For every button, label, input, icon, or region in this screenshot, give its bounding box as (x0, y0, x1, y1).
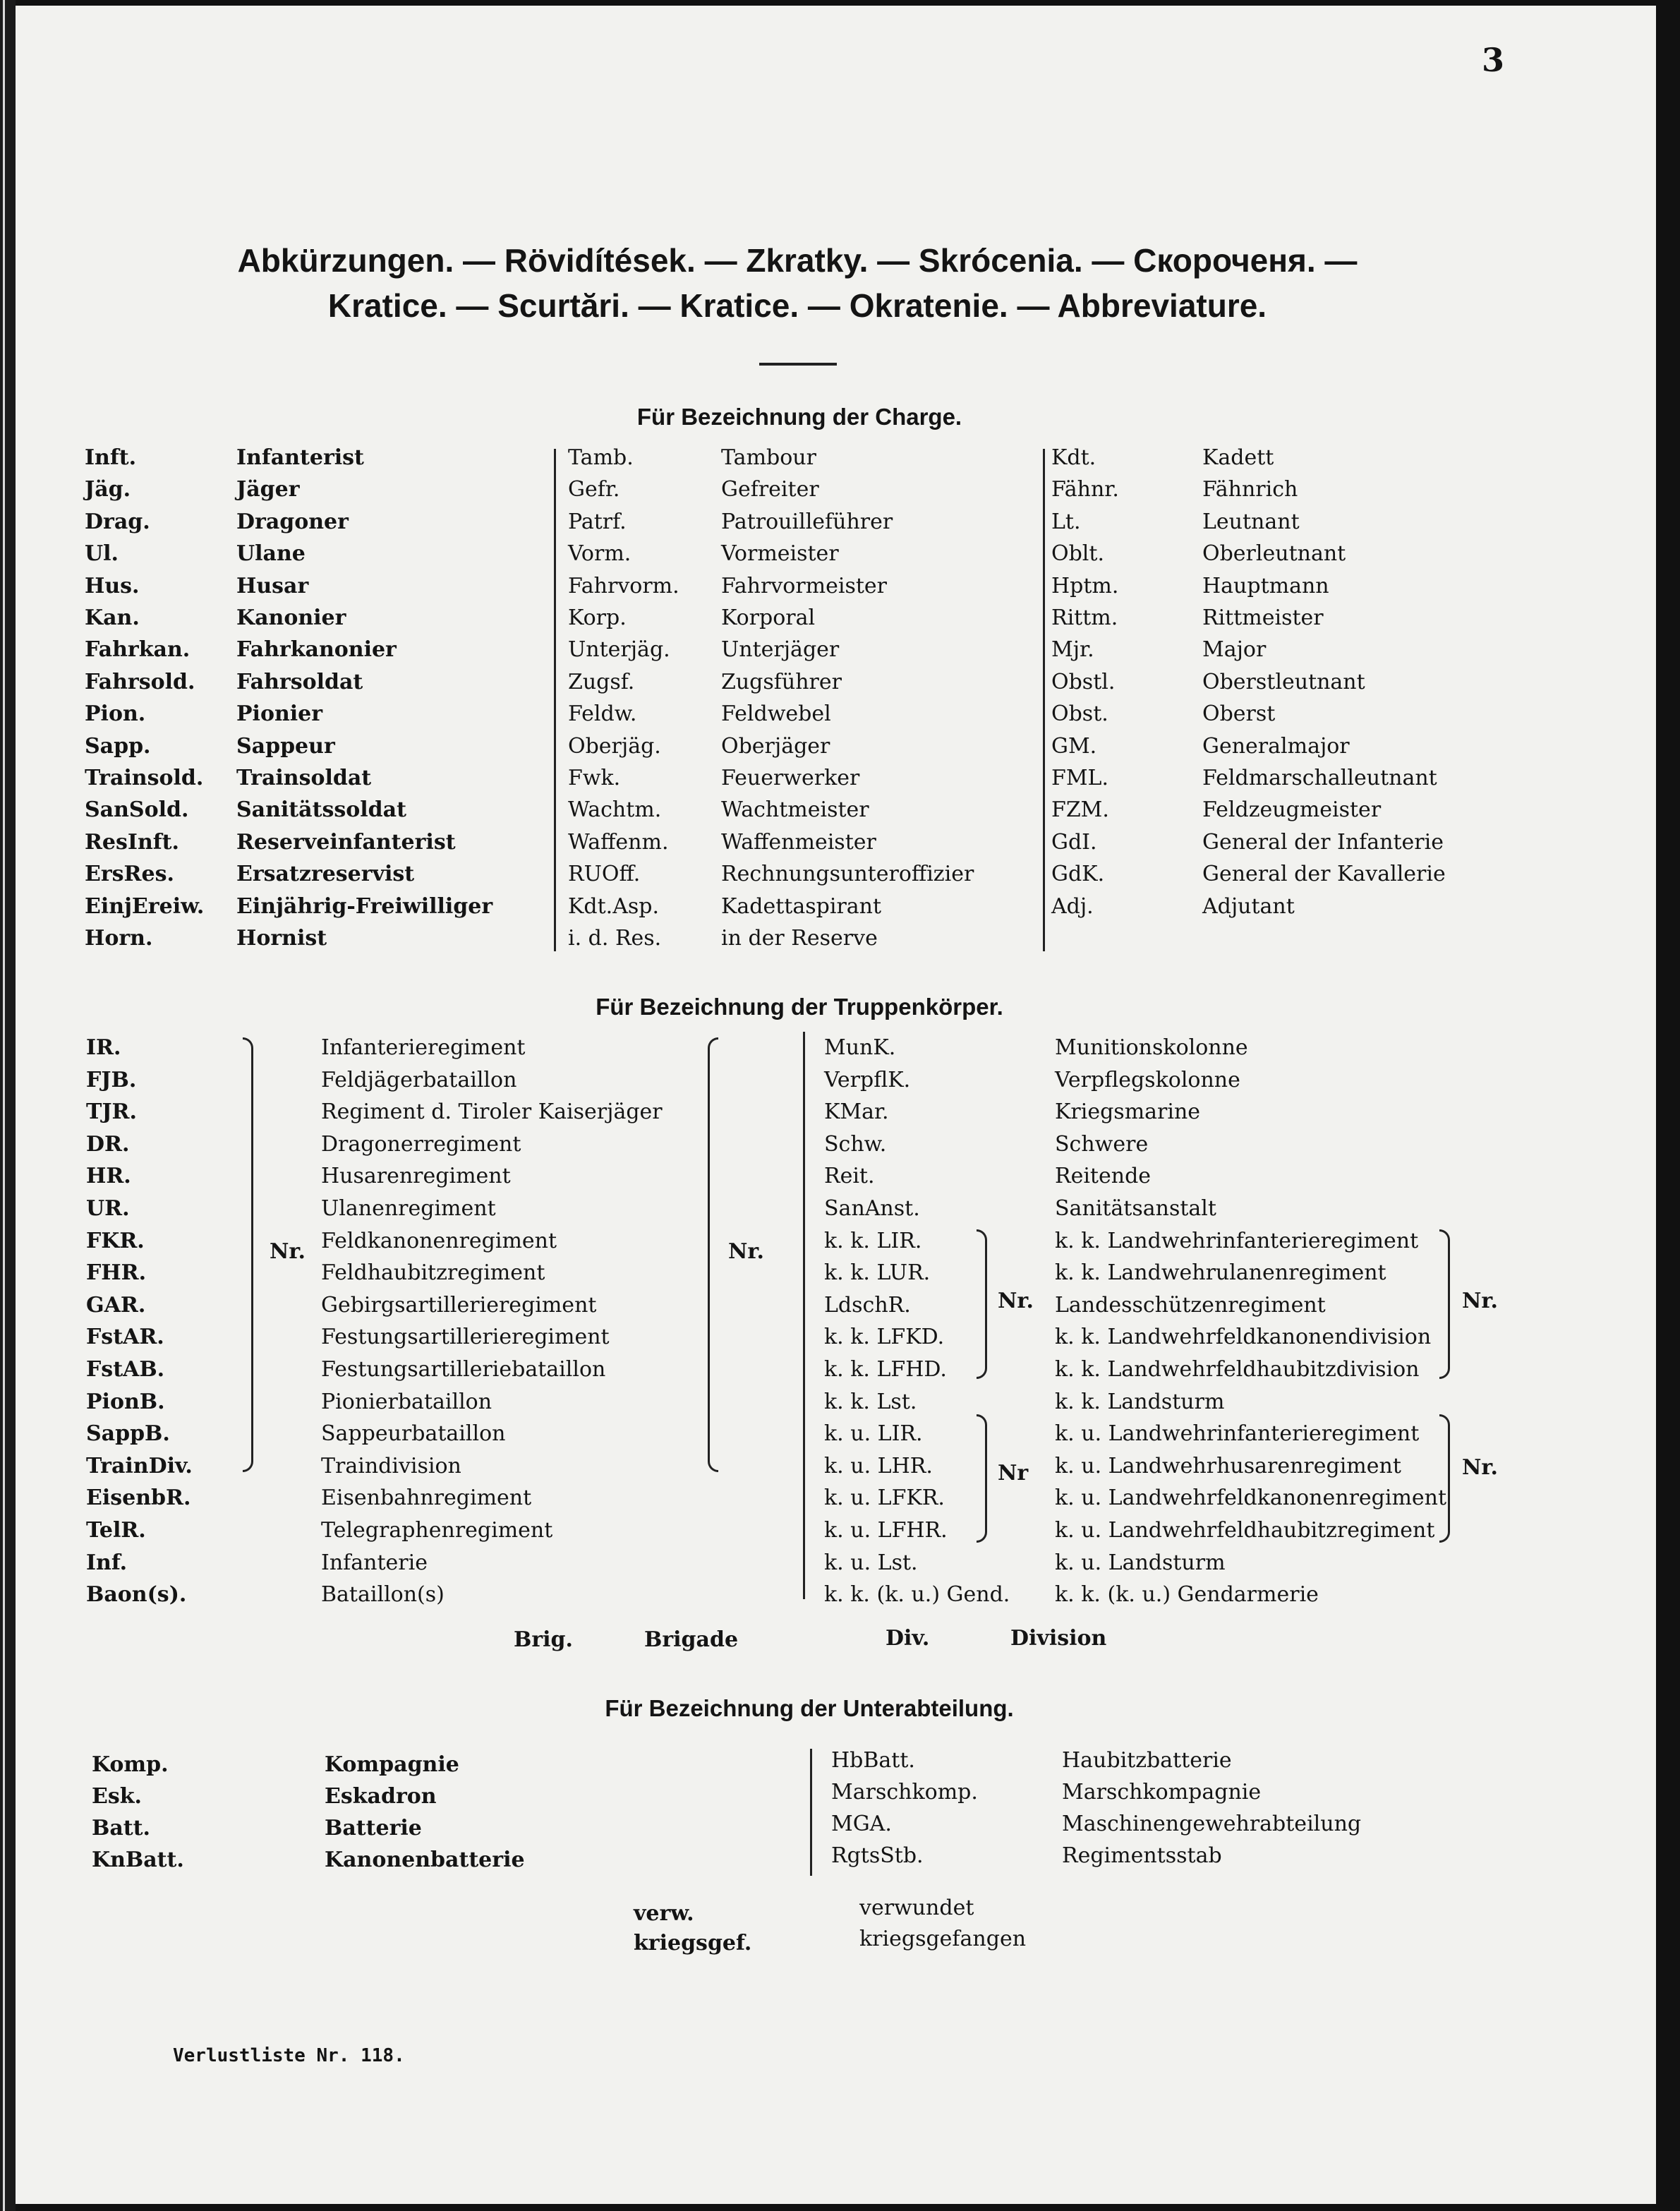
meaning: k. k. Landwehrfeldkanonendivision (1055, 1325, 1432, 1350)
meaning: Oberstleutnant (1202, 669, 1365, 694)
meaning: Kriegsmarine (1055, 1100, 1201, 1125)
abbreviation: TrainDiv. (86, 1453, 193, 1478)
truppen-heading: Für Bezeichnung der Truppenkörper. (596, 994, 1003, 1020)
meaning: Kompagnie (325, 1752, 459, 1777)
div-abbr: Div. (886, 1626, 930, 1651)
meaning: Waffenmeister (721, 829, 876, 855)
meaning: Munitionskolonne (1055, 1035, 1248, 1060)
abbreviation: k. u. LFHR. (824, 1518, 948, 1543)
abbreviation: MGA. (831, 1812, 892, 1836)
abbreviation: k. u. LIR. (824, 1421, 923, 1447)
meaning: Unterjäger (721, 637, 840, 663)
abbreviation: DR. (86, 1131, 130, 1157)
meaning: k. k. (k. u.) Gendarmerie (1055, 1582, 1319, 1608)
abbreviation: FstAB. (86, 1357, 165, 1382)
abbreviation: FJB. (86, 1067, 137, 1092)
meaning: Husarenregiment (321, 1164, 511, 1189)
abbreviation: Fahrkan. (85, 637, 191, 663)
page-title-line-2: Kratice. — Scurtări. — Kratice. — Okratenie. — Abbreviature. (327, 287, 1267, 324)
meaning: Dragonerregiment (321, 1131, 521, 1157)
abbreviation: RUOff. (568, 862, 641, 887)
brig-value: Brigade (644, 1627, 739, 1652)
abbreviation: Unterjäg. (568, 637, 670, 663)
meaning: Infanterie (321, 1550, 428, 1575)
meaning: Festungsartilleriebataillon (321, 1357, 606, 1382)
abbreviation: Feldw. (568, 701, 637, 727)
meaning: General der Infanterie (1202, 829, 1444, 855)
verw-value: verwundet (859, 1896, 974, 1920)
abbreviation: Mjr. (1051, 637, 1094, 663)
abbreviation: Patrf. (568, 509, 627, 534)
abbreviation: Jäg. (85, 477, 131, 502)
abbreviation: KnBatt. (92, 1848, 184, 1872)
abbreviation: VerpflK. (824, 1067, 911, 1092)
page-title-line-1: Abkürzungen. — Rövidítések. — Zkratky. — Skrócenia. — Скороченя. — (237, 242, 1358, 279)
meaning: Feldhaubitzregiment (321, 1260, 545, 1286)
nr-label: Nr. (1462, 1455, 1498, 1480)
meaning: Ulane (236, 541, 306, 567)
meaning: Pionierbataillon (321, 1389, 492, 1414)
meaning: Patrouilleführer (721, 509, 893, 534)
meaning: Gefreiter (721, 477, 819, 502)
abbreviation: Pion. (85, 701, 146, 727)
meaning: Schwere (1055, 1131, 1149, 1157)
meaning: Tambour (721, 445, 816, 470)
meaning: k. u. Landwehrfeldkanonenregiment (1055, 1486, 1447, 1511)
nr-label: Nr (998, 1461, 1029, 1486)
meaning: Oberleutnant (1202, 541, 1346, 567)
abbreviation: Drag. (85, 509, 150, 534)
nr-label: Nr. (998, 1289, 1034, 1313)
abbreviation: k. u. LFKR. (824, 1486, 945, 1511)
meaning: k. u. Landsturm (1055, 1550, 1226, 1575)
meaning: Bataillon(s) (321, 1582, 445, 1608)
abbreviation: FKR. (86, 1228, 145, 1253)
abbreviation: ResInft. (85, 829, 179, 855)
abbreviation: Waffenm. (568, 829, 669, 855)
abbreviation: FML. (1051, 766, 1108, 790)
meaning: General der Kavallerie (1202, 862, 1446, 887)
abbreviation: ErsRes. (85, 862, 174, 887)
abbreviation: Rittm. (1051, 606, 1118, 630)
bracket (977, 1229, 987, 1379)
meaning: Kadett (1202, 445, 1274, 470)
meaning: k. u. Landwehrfeldhaubitzregiment (1055, 1518, 1435, 1543)
abbreviation: PionB. (86, 1389, 165, 1414)
meaning: Oberst (1202, 701, 1276, 727)
abbreviation: k. k. LUR. (824, 1260, 931, 1286)
unter-heading: Für Bezeichnung der Unterabteilung. (605, 1695, 1014, 1721)
abbreviation: i. d. Res. (568, 926, 662, 951)
meaning: Landesschützenregiment (1055, 1292, 1326, 1318)
meaning: Telegraphenregiment (321, 1518, 553, 1543)
meaning: Kanonier (236, 606, 346, 630)
abbreviation: Schw. (824, 1131, 887, 1157)
abbreviation: Lt. (1051, 509, 1081, 534)
bracket (977, 1414, 987, 1543)
meaning: in der Reserve (721, 926, 878, 951)
abbreviation: Zugsf. (568, 669, 635, 694)
abbreviation: k. u. Lst. (824, 1550, 918, 1575)
title-rule (759, 363, 837, 366)
meaning: Einjährig-Freiwilliger (236, 893, 493, 919)
meaning: Vormeister (721, 541, 839, 567)
abbreviation: Wachtm. (568, 797, 662, 823)
abbreviation: k. k. Lst. (824, 1389, 917, 1414)
abbreviation: Marschkomp. (831, 1780, 978, 1805)
nr-label: Nr. (728, 1239, 764, 1264)
abbreviation: GM. (1051, 733, 1097, 759)
bracket (1439, 1414, 1450, 1543)
abbreviation: k. k. LFHD. (824, 1357, 947, 1382)
abbreviation: HbBatt. (831, 1748, 915, 1773)
nr-label: Nr. (1462, 1289, 1498, 1313)
abbreviation: Korp. (568, 606, 627, 630)
abbreviation: Inf. (86, 1550, 128, 1575)
abbreviation: SanSold. (85, 797, 189, 823)
meaning: Kanonenbatterie (325, 1848, 525, 1872)
meaning: k. k. Landwehrfeldhaubitzdivision (1055, 1357, 1420, 1382)
meaning: Sappeurbataillon (321, 1421, 506, 1447)
abbreviation: UR. (86, 1196, 130, 1221)
abbreviation: HR. (86, 1164, 131, 1189)
abbreviation: Vorm. (568, 541, 631, 567)
meaning: Dragoner (236, 509, 349, 534)
meaning: Sappeur (236, 733, 335, 759)
meaning: Feldmarschalleutnant (1202, 766, 1437, 790)
meaning: Zugsführer (721, 669, 842, 694)
meaning: Gebirgsartillerieregiment (321, 1292, 597, 1318)
abbreviation: Baon(s). (86, 1582, 187, 1608)
abbreviation: k. k. LIR. (824, 1228, 922, 1253)
meaning: Fahrkanonier (236, 637, 397, 663)
meaning: Verpflegskolonne (1055, 1067, 1240, 1092)
abbreviation: SanAnst. (824, 1196, 920, 1221)
abbreviation: Hptm. (1051, 573, 1119, 598)
abbreviation: k. k. LFKD. (824, 1325, 945, 1350)
abbreviation: TJR. (86, 1100, 137, 1125)
abbreviation: Komp. (92, 1752, 169, 1777)
abbreviation: RgtsStb. (831, 1843, 924, 1868)
meaning: Feldjägerbataillon (321, 1067, 517, 1092)
meaning: Leutnant (1202, 509, 1300, 534)
kriegsgef-value: kriegsgefangen (859, 1927, 1027, 1951)
abbreviation: Tamb. (568, 445, 634, 470)
meaning: Feldzeugmeister (1202, 797, 1382, 823)
meaning: Feuerwerker (721, 766, 860, 790)
meaning: Trainsoldat (236, 766, 372, 790)
meaning: Hauptmann (1202, 573, 1329, 598)
scan-margin-line (3, 0, 5, 2211)
column-divider (803, 1032, 805, 1599)
meaning: Haubitzbatterie (1062, 1748, 1232, 1773)
abbreviation: Oblt. (1051, 541, 1104, 567)
meaning: Pionier (236, 701, 323, 727)
meaning: Feldkanonenregiment (321, 1228, 557, 1253)
verw-abbr: verw. (634, 1901, 694, 1926)
meaning: Husar (236, 573, 309, 598)
abbreviation: EinjEreiw. (85, 893, 205, 919)
abbreviation: IR. (86, 1035, 121, 1060)
meaning: Infanterist (236, 445, 364, 470)
meaning: Marschkompagnie (1062, 1780, 1262, 1805)
meaning: Eskadron (325, 1784, 437, 1809)
abbreviation: EisenbR. (86, 1486, 191, 1511)
meaning: k. u. Landwehrhusarenregiment (1055, 1453, 1401, 1478)
abbreviation: Inft. (85, 445, 137, 470)
meaning: Rechnungsunteroffizier (721, 862, 974, 887)
abbreviation: Esk. (92, 1784, 142, 1809)
meaning: Reserveinfanterist (236, 829, 456, 855)
abbreviation: Kan. (85, 606, 140, 630)
abbreviation: FZM. (1051, 797, 1109, 823)
meaning: Batterie (325, 1816, 422, 1841)
meaning: Major (1202, 637, 1267, 663)
column-divider (1043, 449, 1045, 951)
meaning: Jäger (236, 477, 300, 502)
column-divider (810, 1749, 812, 1876)
meaning: Reitende (1055, 1164, 1152, 1189)
abbreviation: GdI. (1051, 829, 1097, 855)
meaning: Ulanenregiment (321, 1196, 496, 1221)
abbreviation: Fahrvorm. (568, 573, 679, 598)
column-divider (554, 449, 556, 951)
abbreviation: Ul. (85, 541, 119, 567)
abbreviation: TelR. (86, 1518, 146, 1543)
abbreviation: Hus. (85, 573, 140, 598)
abbreviation: Batt. (92, 1816, 150, 1841)
meaning: Korporal (721, 606, 816, 630)
abbreviation: GAR. (86, 1292, 146, 1318)
abbreviation: MunK. (824, 1035, 896, 1060)
meaning: k. u. Landwehrinfanterieregiment (1055, 1421, 1420, 1447)
meaning: Kadettaspirant (721, 893, 882, 919)
abbreviation: KMar. (824, 1100, 889, 1125)
meaning: k. k. Landwehrulanenregiment (1055, 1260, 1386, 1286)
abbreviation: Horn. (85, 926, 153, 951)
bracket (708, 1037, 718, 1472)
abbreviation: Fwk. (568, 766, 621, 790)
bracket (1439, 1229, 1450, 1379)
abbreviation: Kdt. (1051, 445, 1096, 470)
meaning: Adjutant (1202, 893, 1295, 919)
meaning: Sanitätssoldat (236, 797, 406, 823)
meaning: Regiment d. Tiroler Kaiserjäger (321, 1100, 663, 1125)
abbreviation: Fähnr. (1051, 477, 1119, 502)
meaning: Wachtmeister (721, 797, 869, 823)
meaning: Fahrsoldat (236, 669, 363, 694)
meaning: Sanitätsanstalt (1055, 1196, 1216, 1221)
abbreviation: Obstl. (1051, 669, 1116, 694)
bracket (243, 1037, 253, 1472)
abbreviation: Oberjäg. (568, 733, 661, 759)
abbreviation: LdschR. (824, 1292, 911, 1318)
abbreviation: Reit. (824, 1164, 875, 1189)
abbreviation: Gefr. (568, 477, 620, 502)
abbreviation: k. u. LHR. (824, 1453, 933, 1478)
abbreviation: FHR. (86, 1260, 147, 1286)
meaning: Fahrvormeister (721, 573, 888, 598)
abbreviation: FstAR. (86, 1325, 164, 1350)
brig-abbr: Brig. (514, 1627, 573, 1652)
meaning: k. k. Landsturm (1055, 1389, 1225, 1414)
abbreviation: Sapp. (85, 733, 151, 759)
meaning: Hornist (236, 926, 327, 951)
meaning: Oberjäger (721, 733, 830, 759)
meaning: Regimentsstab (1062, 1843, 1222, 1868)
meaning: Ersatzreservist (236, 862, 415, 887)
footer-note: Verlustliste Nr. 118. (173, 2045, 405, 2066)
meaning: Generalmajor (1202, 733, 1350, 759)
abbreviation: Trainsold. (85, 766, 204, 790)
abbreviation: Obst. (1051, 701, 1108, 727)
meaning: Festungsartillerieregiment (321, 1325, 610, 1350)
meaning: Traindivision (321, 1453, 461, 1478)
meaning: Fähnrich (1202, 477, 1298, 502)
meaning: Maschinengewehrabteilung (1062, 1812, 1362, 1836)
meaning: Feldwebel (721, 701, 831, 727)
meaning: Infanterieregiment (321, 1035, 526, 1060)
abbreviation: Kdt.Asp. (568, 893, 660, 919)
abbreviation: SappB. (86, 1421, 170, 1447)
meaning: k. k. Landwehrinfanterieregiment (1055, 1228, 1419, 1253)
abbreviation: k. k. (k. u.) Gend. (824, 1582, 1010, 1608)
abbreviation: Adj. (1051, 893, 1094, 919)
nr-label: Nr. (270, 1239, 306, 1264)
meaning: Eisenbahnregiment (321, 1486, 532, 1511)
abbreviation: GdK. (1051, 862, 1105, 887)
meaning: Rittmeister (1202, 606, 1324, 630)
kriegsgef-abbr: kriegsgef. (634, 1931, 752, 1956)
charge-heading: Für Bezeichnung der Charge. (636, 404, 962, 430)
page-number: 3 (1482, 41, 1505, 79)
div-value: Division (1010, 1626, 1107, 1651)
abbreviation: Fahrsold. (85, 669, 195, 694)
